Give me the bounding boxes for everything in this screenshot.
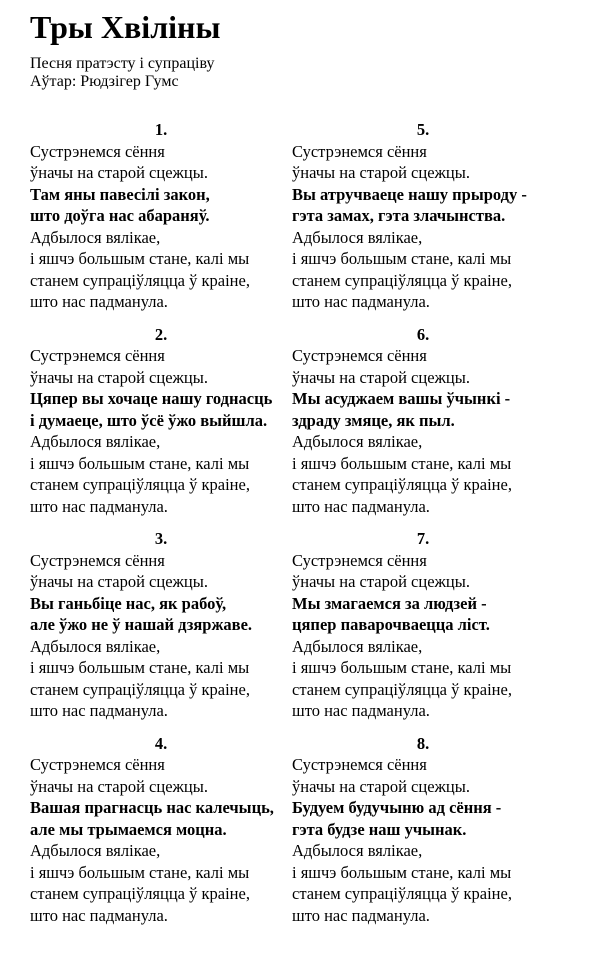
verse-line: станем супраціўляцца ў краіне, [292,884,512,904]
verse-line: Сустрэнемся сёння [30,755,165,775]
verse-line: Сустрэнемся сёння [292,755,427,775]
verse-line: што нас падманула. [30,292,168,312]
verse-line: Сустрэнемся сёння [292,346,427,366]
verse-line: і яшчэ большым стане, калі мы [30,453,250,473]
verse-line: Адбылося вялікае, [292,636,423,656]
verse-line: станем супраціўляцца ў краіне, [292,475,512,495]
verse-line: ўначы на старой сцежцы. [292,776,470,796]
verse-line: Адбылося вялікае, [30,636,161,656]
verses-grid [30,119,586,937]
verse-line: станем супраціўляцца ў краіне, [30,679,250,699]
verse-line: Сустрэнемся сёння [292,550,427,570]
verse-line: і яшчэ большым стане, калі мы [30,249,250,269]
verse-line: Мы змагаемся за людзей - [292,593,487,613]
verse-line: Адбылося вялікае, [30,227,161,247]
verse-5 [292,119,554,313]
verse-line: Адбылося вялікае, [292,432,423,452]
verse-line: і яшчэ большым стане, калі мы [30,658,250,678]
page-title: Тры Хвіліны [30,9,221,45]
verse-number: 1. [154,120,168,140]
verse-number: 5. [416,120,430,140]
verse-line: станем супраціўляцца ў краіне, [30,884,250,904]
verse-line: і думаеце, што ўсё ўжо выйшла. [30,410,268,430]
verse-line: што нас падманула. [292,905,430,925]
verse-number: 7. [416,529,430,549]
verse-line: Сустрэнемся сёння [292,141,427,161]
verse-line: ўначы на старой сцежцы. [292,163,470,183]
verse-number: 4. [154,733,168,753]
verse-6 [292,324,554,518]
verse-line: Цяпер вы хочаце нашу годнасць [30,389,273,409]
song-subtitle: Песня пратэсту і супраціву [30,55,215,73]
verse-line: ўначы на старой сцежцы. [30,163,208,183]
verse-line: ўначы на старой сцежцы. [30,367,208,387]
verse-line: цяпер паварочваецца ліст. [292,615,490,635]
verse-7 [292,528,554,722]
verse-line: Вы атручваеце нашу прыроду - [292,184,527,204]
verse-line: Вы ганьбіце нас, як рабоў, [30,593,227,613]
verse-line: ўначы на старой сцежцы. [30,572,208,592]
verse-line: Будуем будучыню ад сёння - [292,798,502,818]
verse-line: ўначы на старой сцежцы. [292,367,470,387]
verse-2 [30,324,292,518]
verse-line: ўначы на старой сцежцы. [30,776,208,796]
verse-3 [30,528,292,722]
verse-number: 8. [416,733,430,753]
verse-line: і яшчэ большым стане, калі мы [292,453,512,473]
verse-line: і яшчэ большым стане, калі мы [292,658,512,678]
verse-4 [30,733,292,927]
verse-line: станем супраціўляцца ў краіне, [30,270,250,290]
song-author: Аўтар: Рюдзігер Гумс [30,73,179,91]
verse-line: што нас падманула. [30,701,168,721]
verse-line: але ўжо не ў нашай дзяржаве. [30,615,253,635]
verse-line: але мы трымаемся моцна. [30,819,227,839]
verse-number: 3. [154,529,168,549]
verse-line: Адбылося вялікае, [30,432,161,452]
verse-line: Адбылося вялікае, [292,841,423,861]
verse-line: і яшчэ большым стане, калі мы [292,862,512,882]
verse-line: што доўга нас абараняў. [30,206,210,226]
verse-line: Сустрэнемся сёння [30,141,165,161]
verse-line: што нас падманула. [30,496,168,516]
verse-line: Вашая прагнасць нас калечыць, [30,798,274,818]
verse-line: што нас падманула. [30,905,168,925]
verse-line: што нас падманула. [292,496,430,516]
verse-line: што нас падманула. [292,292,430,312]
verse-line: Мы асуджаем вашы ўчынкі - [292,389,511,409]
verse-line: ўначы на старой сцежцы. [292,572,470,592]
verse-line: Адбылося вялікае, [30,841,161,861]
verse-line: што нас падманула. [292,701,430,721]
verse-number: 6. [416,324,430,344]
verse-line: і яшчэ большым стане, калі мы [292,249,512,269]
verse-line: Сустрэнемся сёння [30,346,165,366]
verse-1 [30,119,292,313]
verse-line: Там яны павесілі закон, [30,184,210,204]
verse-line: станем супраціўляцца ў краіне, [30,475,250,495]
verse-line: станем супраціўляцца ў краіне, [292,679,512,699]
verse-line: і яшчэ большым стане, калі мы [30,862,250,882]
verse-number: 2. [154,324,168,344]
verse-line: гэта замах, гэта злачынства. [292,206,506,226]
verse-line: здраду змяце, як пыл. [292,410,455,430]
verse-line: станем супраціўляцца ў краіне, [292,270,512,290]
verse-8 [292,733,554,927]
verse-line: Сустрэнемся сёння [30,550,165,570]
verse-line: гэта будзе наш учынак. [292,819,467,839]
verse-line: Адбылося вялікае, [292,227,423,247]
